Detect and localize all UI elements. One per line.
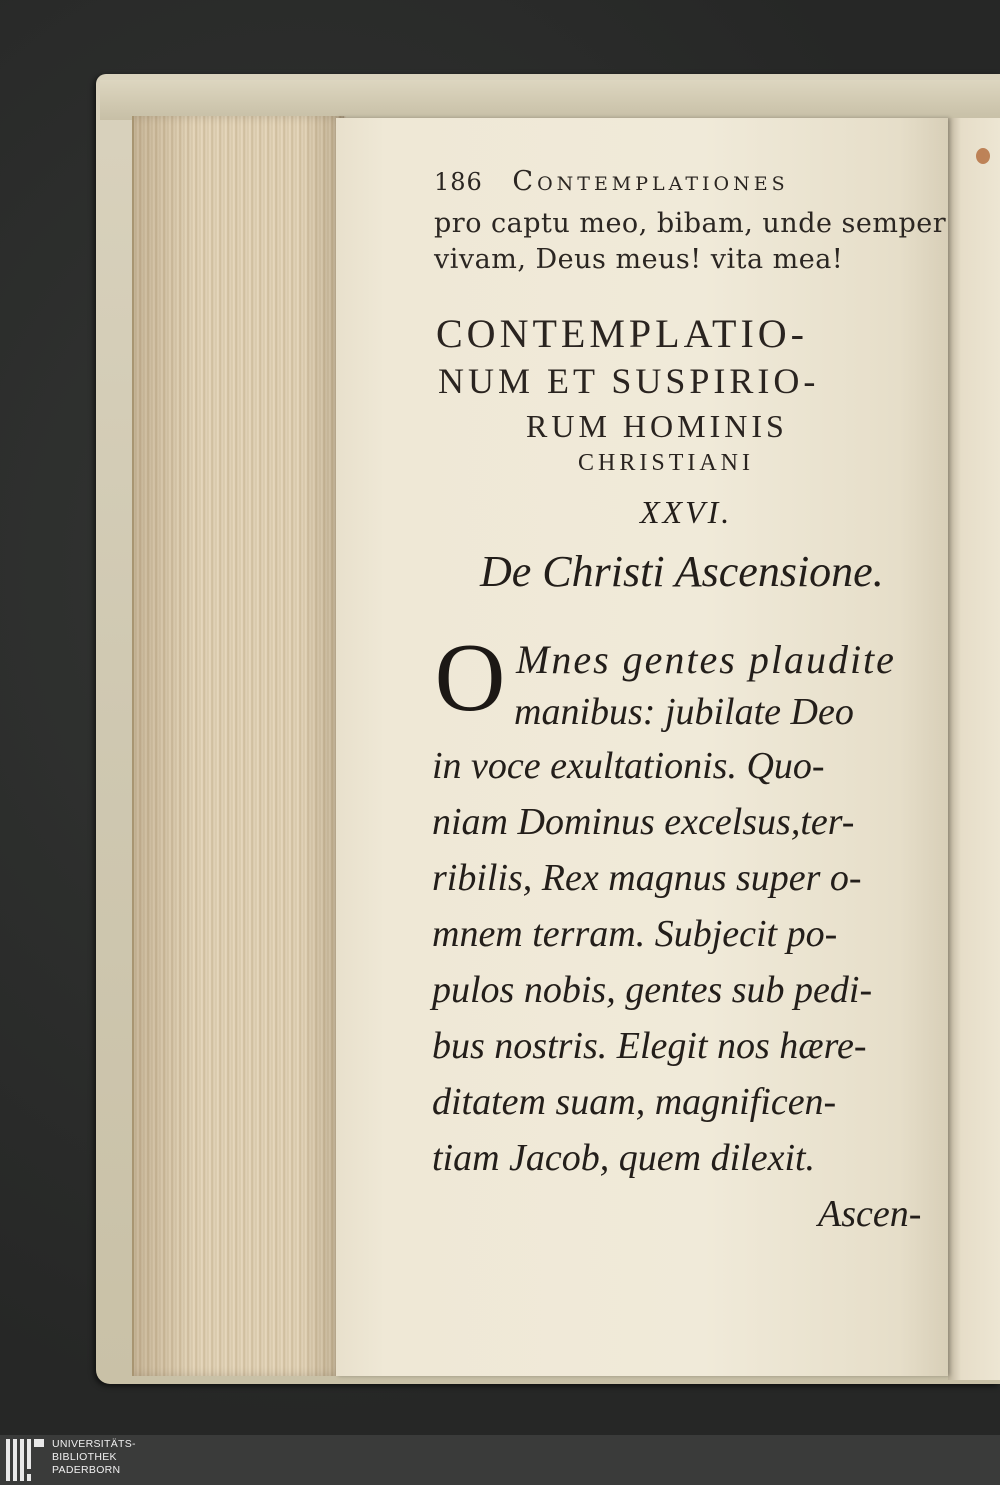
library-logo-text	[52, 1438, 202, 1477]
body-line-5: ribilis, Rex magnus super o-	[432, 857, 862, 899]
body-line-6: mnem terram. Subjecit po-	[432, 913, 838, 955]
opening-line-2: vivam, Deus meus! vita mea!	[434, 244, 844, 275]
heading-line-4: CHRISTIANI	[578, 450, 754, 476]
body-line-1: Mnes gentes plaudite	[516, 637, 896, 682]
heading-line-3: RUM HOMINIS	[526, 408, 788, 444]
library-bars-logo-icon	[6, 1439, 46, 1481]
running-head	[434, 166, 894, 197]
logo-line-3: PADERBORN	[52, 1464, 121, 1476]
body-line-3: in voce exultationis. Quo-	[432, 745, 825, 787]
chapter-title: De Christi Ascensione.	[480, 547, 884, 596]
chapter-number: XXVI.	[640, 494, 733, 530]
catchword: Ascen-	[818, 1193, 922, 1235]
body-line-8: bus nostris. Elegit nos hære-	[432, 1025, 867, 1067]
facing-page-edge	[948, 118, 1000, 1380]
body-line-7: pulos nobis, gentes sub pedi-	[432, 969, 873, 1011]
cover-top-edge	[100, 80, 1000, 120]
stain-spot	[976, 148, 990, 164]
body-line-9: ditatem suam, magnificen-	[432, 1081, 837, 1123]
logo-line-2: BIBLIOTHEK	[52, 1451, 117, 1463]
running-title: Contemplationes	[512, 166, 789, 197]
heading-line-2: NUM ET SUSPIRIO-	[438, 361, 820, 401]
body-line-4: niam Dominus excelsus,ter-	[432, 801, 855, 843]
heading-line-1: CONTEMPLATIO-	[436, 311, 808, 356]
body-line-10: tiam Jacob, quem dilexit.	[432, 1137, 816, 1179]
logo-line-1: UNIVERSITÄTS-	[52, 1438, 136, 1450]
page-number: 186	[434, 168, 483, 196]
drop-cap: O	[434, 624, 506, 732]
body-line-2: manibus: jubilate Deo	[514, 691, 854, 733]
opening-line-1: pro captu meo, bibam, unde semper	[434, 208, 947, 239]
